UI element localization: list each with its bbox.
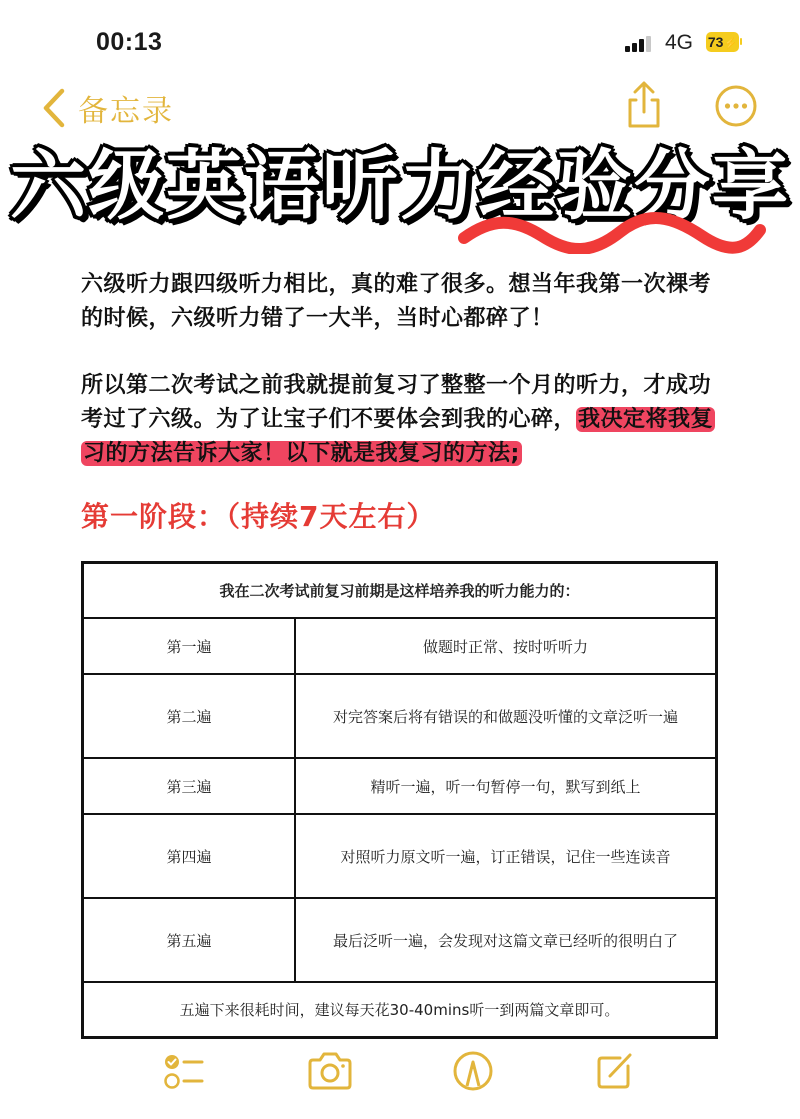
pass-cell: 第五遍	[83, 898, 296, 982]
pass-cell: 第二遍	[83, 674, 296, 758]
method-cell: 对照听力原文听一遍，订正错误，记住一些连读音	[295, 814, 717, 898]
title-squiggle-underline	[452, 210, 770, 254]
cellular-signal-icon	[625, 36, 657, 52]
table-row	[83, 814, 717, 898]
method-paragraph	[81, 369, 731, 471]
compose-icon[interactable]	[594, 1050, 636, 1092]
network-type: 4G	[665, 31, 694, 54]
battery-indicator	[706, 32, 739, 52]
table-header-row	[83, 563, 717, 619]
table-row	[83, 898, 717, 982]
review-method-table	[81, 561, 718, 1039]
method-cell: 精听一遍，听一句暂停一句，默写到纸上	[295, 758, 717, 814]
table-header: 我在二次考试前复习前期是这样培养我的听力能力的：	[83, 563, 717, 619]
markup-pen-icon[interactable]	[452, 1050, 494, 1092]
share-icon[interactable]	[622, 80, 666, 130]
intro-paragraph: 六级听力跟四级听力相比，真的难了很多。想当年我第一次裸考的时候，六级听力错了一大半，当时心都碎了！	[81, 272, 712, 331]
bolt-icon: ⚡	[723, 38, 738, 50]
table-footer: 五遍下来很耗时间，建议每天花30-40mins听一到两篇文章即可。	[83, 982, 717, 1037]
battery-level: 73	[707, 34, 724, 50]
back-label: 备忘录	[78, 94, 174, 129]
pass-cell: 第一遍	[83, 618, 296, 674]
section-heading: 第一阶段：（持续7天左右）	[81, 500, 436, 533]
status-time: 00:13	[96, 28, 163, 56]
method-cell: 做题时正常、按时听听力	[295, 618, 717, 674]
chevron-left-icon	[40, 87, 68, 129]
note-title: 六级英语听力经验分享	[10, 141, 790, 230]
table-footer-row	[83, 982, 717, 1037]
ellipsis-circle-icon[interactable]	[714, 84, 758, 128]
pass-cell: 第三遍	[83, 758, 296, 814]
back-button[interactable]	[40, 86, 174, 130]
method-cell: 对完答案后将有错误的和做题没听懂的文章泛听一遍	[295, 674, 717, 758]
method-cell: 最后泛听一遍，会发现对这篇文章已经听的很明白了	[295, 898, 717, 982]
method-paragraph-text: 所以第二次考试之前我就提前复习了整整一个月的听力，才成功考过了六级。为了让宝子们不要体会到我的心碎，	[81, 373, 712, 432]
table-row	[83, 674, 717, 758]
battery-nub	[740, 38, 742, 45]
table-row	[83, 758, 717, 814]
highlighted-text: 我决定将我复习的方法告诉大家！以下就是我复习的方法;	[83, 407, 714, 466]
camera-icon[interactable]	[306, 1051, 354, 1091]
checklist-icon[interactable]	[162, 1052, 206, 1092]
pass-cell: 第四遍	[83, 814, 296, 898]
table-row	[83, 618, 717, 674]
